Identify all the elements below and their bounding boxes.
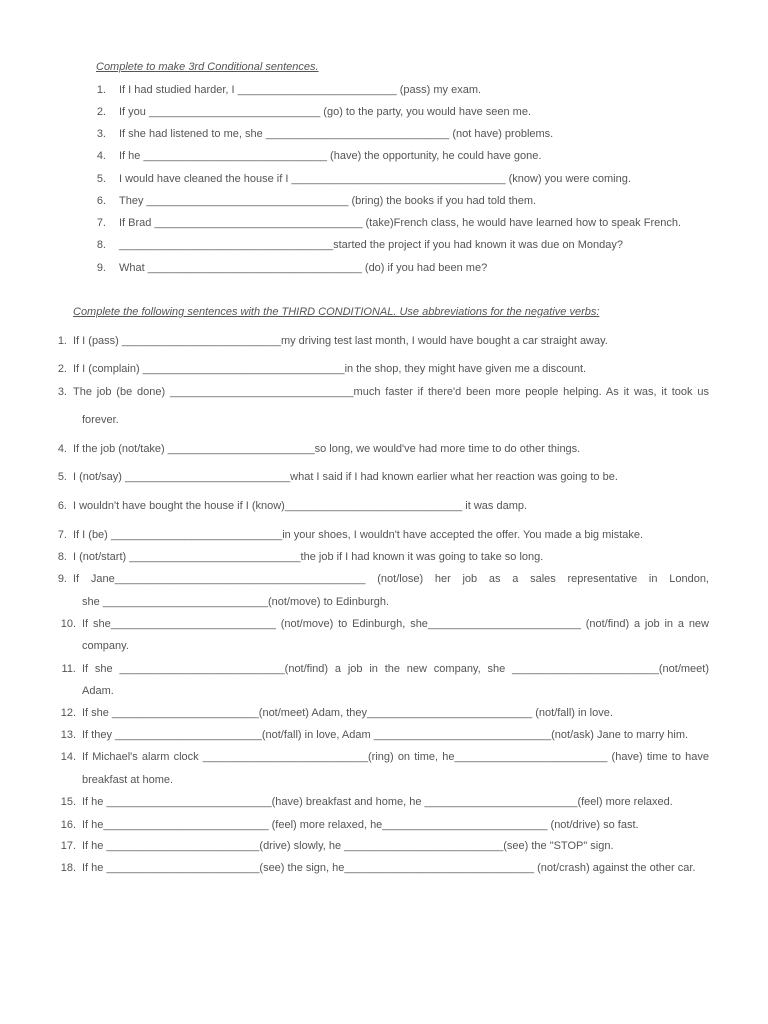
item-text: If I had studied harder, I __________________________ (pass) my exam. [119, 84, 482, 96]
item-number: 17. [60, 840, 76, 852]
item-text: If I (complain) _________________________________in the shop, they might have given me a discount. [73, 363, 587, 375]
item-text: I would have cleaned the house if I ___________________________________ (know) you were coming. [119, 173, 631, 185]
item-number: 2. [57, 363, 67, 375]
item-text-continuation: forever. [82, 414, 119, 426]
item-number: 7. [96, 217, 106, 229]
item-text: If they ________________________(not/fall) in love, Adam _____________________________(not/ask) Jane to marry him. [82, 729, 689, 741]
item-text: If she___________________________ (not/move) to Edinburgh, she_________________________ (not/find) a job in a new [82, 618, 709, 630]
item-text: If she ___________________________(not/find) a job in the new company, she ________________________(not/meet) [82, 663, 709, 675]
item-text-continuation: she ___________________________(not/move) to Edinburgh. [82, 596, 390, 608]
item-number: 5. [57, 471, 67, 483]
item-text: The job (be done) ______________________________much faster if there'd been more people helping. As it was, it took us [73, 386, 709, 398]
item-number: 15. [60, 796, 76, 808]
item-number: 10. [60, 618, 76, 630]
item-number: 4. [96, 150, 106, 162]
item-text: If he ______________________________ (have) the opportunity, he could have gone. [119, 150, 542, 162]
item-number: 11. [61, 663, 76, 675]
item-text: If Jane_________________________________________ (not/lose) her job as a sales representative in London, [73, 573, 709, 585]
item-text: If the job (not/take) ________________________so long, we would've had more time to do other things. [73, 443, 581, 455]
item-number: 1. [57, 335, 67, 347]
item-text: What ___________________________________ (do) if you had been me? [119, 262, 488, 274]
item-text: If he ___________________________(have) breakfast and home, he _________________________(feel) more relaxed. [82, 796, 673, 808]
item-text-continuation: company. [82, 640, 129, 652]
item-text: If you ____________________________ (go) to the party, you would have seen me. [119, 106, 532, 118]
item-number: 5. [96, 173, 106, 185]
section1-title: Complete to make 3rd Conditional sentences. [96, 61, 319, 73]
section2-title: Complete the following sentences with the THIRD CONDITIONAL. Use abbreviations for the negative verbs: [73, 306, 600, 318]
item-text: If Michael's alarm clock ___________________________(ring) on time, he_________________________ (have) time to have [82, 751, 709, 763]
item-text: If I (pass) __________________________my driving test last month, I would have bought a car straight away. [73, 335, 608, 347]
item-number: 7. [57, 529, 67, 541]
item-number: 2. [96, 106, 106, 118]
item-text: I wouldn't have bought the house if I (know)_____________________________ it was damp. [73, 500, 528, 512]
item-number: 8. [57, 551, 67, 563]
item-text: If she ________________________(not/meet) Adam, they___________________________ (not/fall) in love. [82, 707, 613, 719]
item-number: 9. [96, 262, 106, 274]
item-number: 3. [57, 386, 67, 398]
item-text: If he _________________________(see) the sign, he_______________________________ (not/crash) against the other car. [82, 862, 696, 874]
item-number: 6. [96, 195, 106, 207]
item-text: If Brad __________________________________ (take)French class, he would have learned how to speak French. [119, 217, 682, 229]
item-number: 6. [57, 500, 67, 512]
item-number: 8. [96, 239, 106, 251]
item-number: 16. [60, 819, 76, 831]
item-number: 12. [60, 707, 76, 719]
item-text: If she had listened to me, she ______________________________ (not have) problems. [119, 128, 554, 140]
item-number: 4. [57, 443, 67, 455]
item-text: They _________________________________ (bring) the books if you had told them. [119, 195, 537, 207]
item-text: I (not/start) ____________________________the job if I had known it was going to take so long. [73, 551, 544, 563]
item-text: ___________________________________started the project if you had known it was due on Monday? [119, 239, 623, 251]
item-text-continuation: breakfast at home. [82, 774, 174, 786]
item-text: If he___________________________ (feel) more relaxed, he___________________________ (not/drive) so fast. [82, 819, 639, 831]
item-number: 9. [57, 573, 67, 585]
item-text: I (not/say) ___________________________what I said if I had known earlier what her reaction was going to be. [73, 471, 618, 483]
item-text: If I (be) ____________________________in your shoes, I wouldn't have accepted the offer. You made a big mistake. [73, 529, 644, 541]
item-number: 18. [60, 862, 76, 874]
item-number: 14. [60, 751, 76, 763]
item-number: 13. [60, 729, 76, 741]
item-number: 1. [96, 84, 106, 96]
item-text-continuation: Adam. [82, 685, 114, 697]
item-text: If he _________________________(drive) slowly, he __________________________(see) the "STOP" sign. [82, 840, 614, 852]
item-number: 3. [96, 128, 106, 140]
